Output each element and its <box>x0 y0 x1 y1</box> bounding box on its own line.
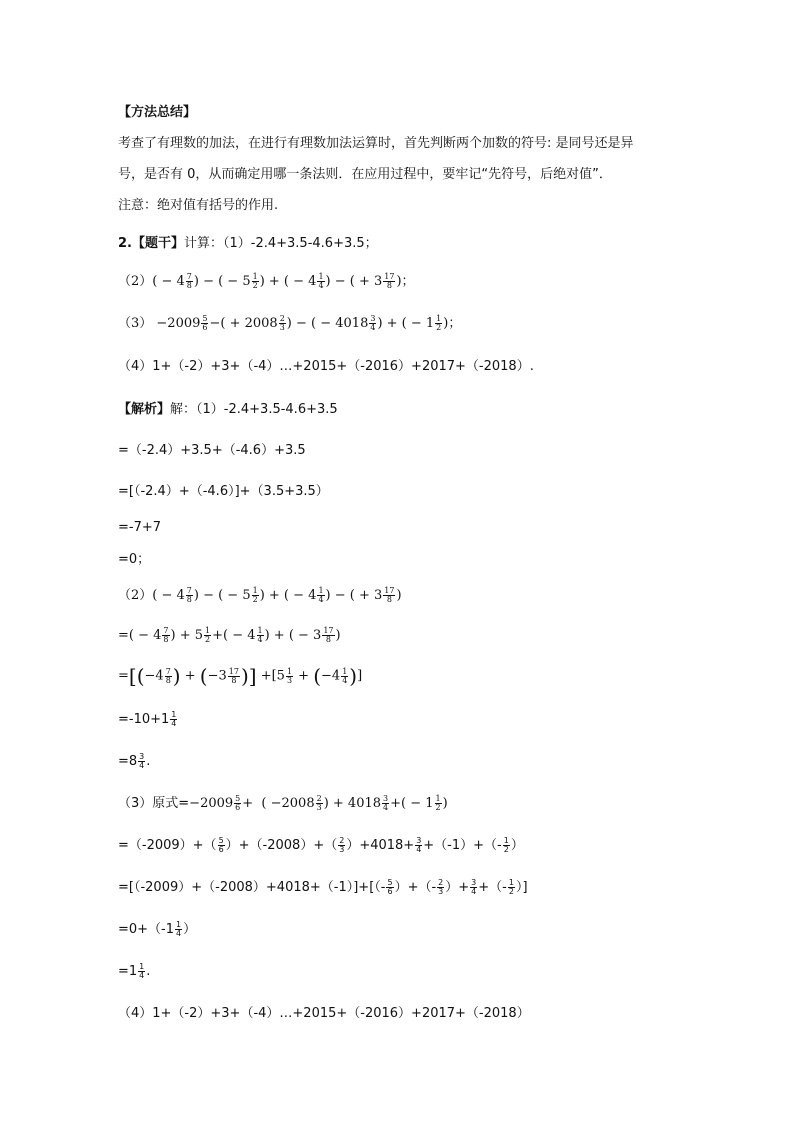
fraction-numerator: 1 <box>252 272 258 281</box>
analysis-step-3-2: =[（-2009）+（-2008）+4018+（-1）]+[（- $\frac{5}{6}$ ）+（- $\frac{2}{3}$ ）+ $\frac{3}{4}$ +（- $\frac{1}{2}$ ）] <box>118 878 528 896</box>
analysis-part-3: （3）原式=−2009 $\frac{5}{6}$ + ( −2008 $\frac{2}{3}$ ) + 4018 $\frac{3}{4}$ +( − 1 $\frac{1}{2}$ ) <box>118 794 448 812</box>
fraction <box>338 837 345 854</box>
fraction <box>369 315 376 332</box>
analysis-step-1-1: =（-2.4）+3.5+（-4.6）+3.5 <box>118 443 306 458</box>
fraction-denominator: 2 <box>252 281 258 290</box>
fraction-numerator: 17 <box>228 666 239 676</box>
fraction-denominator: 8 <box>163 635 169 644</box>
fraction <box>503 837 510 854</box>
fraction-numerator: 7 <box>186 586 192 595</box>
fraction-numerator: 1 <box>435 794 441 803</box>
method-summary-line-1: 考查了有理数的加法，在进行有理数加法运算时，首先判断两个加数的符号: 是同号还是异 <box>118 136 634 151</box>
fraction-numerator: 3 <box>416 836 422 845</box>
fraction <box>435 315 442 332</box>
fraction-denominator: 8 <box>325 635 331 644</box>
fraction-denominator: 8 <box>386 281 392 290</box>
fraction-numerator: 2 <box>438 878 444 887</box>
fraction-denominator: 8 <box>165 675 171 685</box>
fraction-numerator: 5 <box>202 314 208 323</box>
fraction-denominator: 4 <box>139 761 145 770</box>
analysis-step-3-3: =0+（-1 $\frac{1}{4}$ ） <box>118 920 197 938</box>
fraction-numerator: 1 <box>318 586 324 595</box>
fraction-denominator: 4 <box>416 845 422 854</box>
fraction-denominator: 2 <box>508 887 514 896</box>
fraction-numerator: 5 <box>387 878 393 887</box>
fraction <box>383 273 395 290</box>
fraction-denominator: 3 <box>339 845 345 854</box>
method-summary-line-2: 号，是否有 0，从而确定用哪一条法则．在应用过程中，要牢记“先符号，后绝对值”． <box>118 167 612 182</box>
fraction-numerator: 1 <box>508 878 514 887</box>
question-part-2: （2）( − 4 $\frac{7}{8}$ ) − ( − 5 $\frac{1}{2}$ ) + ( − 4 $\frac{1}{4}$ ) − ( + 3 $\frac{17}{8}$ )； <box>118 272 415 290</box>
fraction-denominator: 4 <box>471 887 477 896</box>
question-number: 2. <box>118 236 132 251</box>
fraction-numerator: 17 <box>384 272 395 281</box>
analysis-lead-text: 解：（1）-2.4+3.5-4.6+3.5 <box>170 402 338 417</box>
fraction-numerator: 1 <box>318 272 324 281</box>
fraction-numerator: 1 <box>171 710 177 719</box>
fraction-denominator: 6 <box>202 323 208 332</box>
fraction-denominator: 4 <box>318 281 324 290</box>
fraction-denominator: 8 <box>231 675 237 685</box>
fraction-numerator: 1 <box>257 626 263 635</box>
fraction-numerator: 3 <box>383 794 389 803</box>
fraction-numerator: 1 <box>252 586 258 595</box>
fraction-denominator: 6 <box>218 845 224 854</box>
fraction <box>138 753 145 770</box>
fraction-numerator: 2 <box>279 314 285 323</box>
analysis-part-4: （4）1+（-2）+3+（-4）…+2015+（-2016）+2017+（-2018） <box>118 1006 530 1021</box>
fraction-denominator: 3 <box>286 675 293 685</box>
question-stem <box>118 234 378 254</box>
fraction-denominator: 3 <box>438 887 444 896</box>
fraction-denominator: 4 <box>171 719 177 728</box>
method-summary-note: 注意：绝对值有括号的作用. <box>118 198 279 213</box>
fraction <box>317 587 324 604</box>
analysis-tag: 【解析】 <box>118 402 171 417</box>
fraction <box>218 837 225 854</box>
fraction-numerator: 3 <box>471 878 477 887</box>
analysis-step-2-3: =-10+1 $\frac{1}{4}$ <box>118 710 177 728</box>
fraction-numerator: 1 <box>176 920 182 929</box>
fraction <box>175 921 182 938</box>
fraction <box>316 795 323 812</box>
fraction-denominator: 4 <box>139 971 145 980</box>
fraction-numerator: 5 <box>235 794 241 803</box>
analysis-step-1-3: =-7+7 <box>118 520 162 535</box>
analysis-step-2-2: =[(−4 $\frac{7}{8}$ ) + (−3 $\frac{17}{8}$ )] +[5 $\frac{1}{3}$ + (−4 $\frac{1}{4}$ )] <box>118 664 363 688</box>
fraction-numerator: 5 <box>218 836 224 845</box>
fraction-numerator: 17 <box>384 586 395 595</box>
fraction-numerator: 1 <box>286 666 293 676</box>
fraction-denominator: 4 <box>342 675 348 685</box>
fraction-numerator: 7 <box>186 272 192 281</box>
analysis-step-3-4: =1 $\frac{1}{4}$ . <box>118 962 151 980</box>
analysis-lead <box>118 400 338 420</box>
fraction-denominator: 2 <box>436 323 442 332</box>
fraction-numerator: 3 <box>139 752 145 761</box>
fraction-numerator: 3 <box>370 314 376 323</box>
fraction-denominator: 8 <box>186 595 192 604</box>
fraction <box>317 273 324 290</box>
fraction <box>252 587 259 604</box>
fraction <box>322 627 334 644</box>
fraction <box>228 668 240 685</box>
fraction-denominator: 4 <box>370 323 376 332</box>
fraction <box>382 795 389 812</box>
fraction-denominator: 2 <box>435 803 441 812</box>
fraction-denominator: 2 <box>503 845 509 854</box>
analysis-part-2: （2）( − 4 $\frac{7}{8}$ ) − ( − 5 $\frac{1}{2}$ ) + ( − 4 $\frac{1}{4}$ ) − ( + 3 $\frac{17}{8}$ ) <box>118 586 402 604</box>
fraction <box>341 668 348 685</box>
question-part-3: （3） −2009 $\frac{5}{6}$ −( + 2008 $\frac{2}{3}$ ) − ( − 4018 $\frac{3}{4}$ ) + ( − 1 $\frac{1}{2}$ )； <box>118 314 462 332</box>
fraction-denominator: 6 <box>235 803 241 812</box>
fraction-denominator: 4 <box>176 929 182 938</box>
fraction <box>470 879 477 896</box>
analysis-step-2-1: =( − 4 $\frac{7}{8}$ ) + 5 $\frac{1}{2}$ +( − 4 $\frac{1}{4}$ ) + ( − 3 $\frac{17}{8}$ ) <box>118 626 341 644</box>
fraction <box>138 963 145 980</box>
fraction-denominator: 8 <box>186 281 192 290</box>
analysis-step-1-4: =0； <box>118 552 151 567</box>
question-intro: 计算：（1）-2.4+3.5-4.6+3.5； <box>184 236 378 251</box>
fraction <box>252 273 259 290</box>
fraction-numerator: 1 <box>342 666 348 676</box>
fraction <box>286 668 293 685</box>
fraction-denominator: 3 <box>316 803 322 812</box>
fraction <box>437 879 444 896</box>
analysis-step-2-4: =8 $\frac{3}{4}$ . <box>118 752 151 770</box>
analysis-step-1-2: =[（-2.4）+（-4.6）]+（3.5+3.5） <box>118 484 329 499</box>
fraction-numerator: 2 <box>316 794 322 803</box>
fraction <box>257 627 264 644</box>
fraction-numerator: 7 <box>163 626 169 635</box>
fraction-denominator: 2 <box>205 635 211 644</box>
fraction-denominator: 8 <box>386 595 392 604</box>
fraction <box>186 587 193 604</box>
fraction-numerator: 2 <box>339 836 345 845</box>
fraction-denominator: 4 <box>383 803 389 812</box>
question-tag: 【题干】 <box>131 236 184 251</box>
fraction-numerator: 1 <box>139 962 145 971</box>
fraction <box>383 587 395 604</box>
fraction <box>234 795 241 812</box>
fraction <box>162 627 169 644</box>
fraction <box>386 879 393 896</box>
fraction-denominator: 4 <box>318 595 324 604</box>
fraction <box>201 315 208 332</box>
fraction-numerator: 1 <box>205 626 211 635</box>
fraction-numerator: 1 <box>503 836 509 845</box>
fraction-numerator: 17 <box>323 626 334 635</box>
analysis-step-3-1: =（-2009）+（ $\frac{5}{6}$ ）+（-2008）+（ $\frac{2}{3}$ ）+4018+ $\frac{3}{4}$ +（-1）+（- $\frac{1}{2}$ ） <box>118 836 524 854</box>
fraction-denominator: 3 <box>279 323 285 332</box>
fraction-numerator: 7 <box>165 666 171 676</box>
fraction <box>415 837 422 854</box>
fraction <box>186 273 193 290</box>
fraction <box>435 795 442 812</box>
fraction-numerator: 1 <box>436 314 442 323</box>
fraction-denominator: 4 <box>257 635 263 644</box>
fraction <box>165 668 172 685</box>
method-summary-heading: 【方法总结】 <box>118 105 197 120</box>
question-part-4: （4）1+（-2）+3+（-4）…+2015+（-2016）+2017+（-2018）. <box>118 359 534 374</box>
fraction <box>170 711 177 728</box>
fraction <box>279 315 286 332</box>
fraction <box>204 627 211 644</box>
fraction-denominator: 6 <box>387 887 393 896</box>
fraction-denominator: 2 <box>252 595 258 604</box>
fraction <box>508 879 515 896</box>
